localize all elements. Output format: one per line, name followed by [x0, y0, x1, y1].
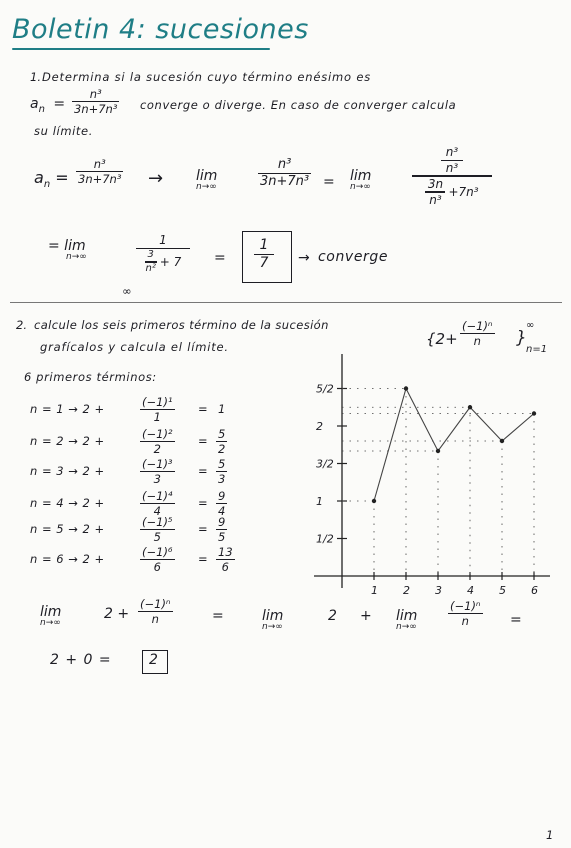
step2-fraction: 1 3 n² + 7 [136, 234, 190, 274]
term-eq: = [198, 522, 208, 536]
term-n: n = 5 → 2 + [30, 522, 105, 536]
term-eq: = [198, 434, 208, 448]
term-fraction: (−1)³ 3 [142, 457, 173, 487]
calc-arrow: → [148, 168, 164, 189]
term-result: 5 3 [218, 457, 226, 487]
limit-eq-2: = [510, 612, 522, 628]
page-title: Boletin 4: sucesiones [12, 14, 309, 45]
term-result: 9 4 [218, 489, 226, 519]
ex2-line2: grafícalos y calcula el límite. [40, 340, 229, 354]
limit-lim-2: lim n→∞ [262, 608, 284, 632]
set-sup: ∞ [526, 320, 535, 331]
calc-an-label: $a_n$ = [34, 168, 69, 191]
ex1-line2-rest: converge o diverge. En caso de converger calcula [140, 98, 457, 112]
term-fraction: (−1)⁴ 4 [142, 489, 173, 519]
term-n: n = 2 → 2 + [30, 434, 105, 448]
limit-lim-1: lim n→∞ [40, 604, 62, 628]
term-eq: = [198, 402, 208, 416]
limit-fraction-1: (−1)ⁿ n [140, 597, 171, 627]
calc-lim-1: lim n→∞ [196, 168, 218, 192]
set-close: } [516, 328, 527, 348]
ex1-line1: Determina si la sucesión cuyo término enésimo es [42, 70, 371, 84]
x-tick-label: 6 [531, 584, 538, 597]
term-result: 5 2 [218, 427, 226, 457]
y-tick-label: 3/2 [316, 457, 334, 471]
final-expr: 2 + 0 = [50, 652, 112, 668]
y-tick-label: 5/2 [316, 382, 334, 396]
data-point [372, 499, 376, 503]
final-result: 2 [149, 652, 158, 668]
converge-label: converge [318, 249, 389, 265]
limit-plus: + [360, 608, 372, 624]
limit-expr-a: 2 + [104, 606, 130, 622]
ex1-line3: su límite. [34, 124, 93, 138]
set-sub: n=1 [526, 344, 548, 355]
ex2-line1: calcule los seis primeros término de la sucesión [34, 318, 329, 332]
term-eq: = [198, 552, 208, 566]
calc-eq-1: = [323, 174, 335, 190]
terms-heading: 6 primeros términos: [24, 370, 157, 384]
calc-lim-2: lim n→∞ [350, 168, 372, 192]
term-eq: = [198, 496, 208, 510]
series-line [374, 389, 534, 502]
y-tick-label: 2 [316, 420, 323, 433]
calc-an-fraction: n³ 3n+7n³ [78, 157, 122, 187]
term-result: 9 5 [218, 515, 226, 545]
step2-eq-lim: = lim n→∞ [48, 238, 87, 262]
limit-lim-3: lim n→∞ [396, 608, 418, 632]
step2-eq: = [214, 250, 226, 266]
term-result: 1 [218, 402, 226, 416]
calc-compound-fraction: n³ n³ 3n n³ +7n³ [412, 146, 492, 206]
limit-two: 2 [328, 608, 337, 624]
result-fraction: 1 7 [254, 238, 274, 271]
set-fraction: (−1)ⁿ n [462, 319, 493, 349]
x-tick-label: 5 [499, 584, 506, 597]
y-tick-label: 1/2 [316, 532, 334, 546]
x-tick-label: 4 [467, 584, 474, 597]
x-tick-label: 3 [435, 584, 442, 597]
term-result: 13 6 [218, 545, 233, 575]
y-tick-label: 1 [316, 495, 323, 508]
data-point [500, 439, 504, 443]
step2-inf-note: ∞ [122, 284, 132, 298]
calc-lim-fraction: n³ 3n+7n³ [260, 157, 310, 189]
data-point [532, 411, 536, 415]
term-eq: = [198, 464, 208, 478]
limit-eq-1: = [212, 608, 224, 624]
term-fraction: (−1)⁵ 5 [142, 515, 173, 545]
limit-fraction-2: (−1)ⁿ n [450, 599, 481, 629]
data-point [436, 449, 440, 453]
data-point [404, 386, 408, 390]
data-point [468, 405, 472, 409]
term-n: n = 6 → 2 + [30, 552, 105, 566]
term-fraction: (−1)¹ 1 [142, 395, 173, 425]
converge-arrow: → [298, 250, 310, 266]
set-open: {2+ [426, 330, 458, 348]
ex2-number: 2. [16, 318, 27, 332]
ex1-number: 1. [30, 70, 41, 84]
term-n: n = 1 → 2 + [30, 402, 105, 416]
page-number: 1 [546, 828, 554, 842]
term-fraction: (−1)² 2 [142, 427, 173, 457]
term-fraction: (−1)⁶ 6 [142, 545, 173, 575]
x-tick-label: 2 [403, 584, 410, 597]
term-n: n = 3 → 2 + [30, 464, 105, 478]
ex1-an-label: $a_n$ = [30, 96, 66, 115]
term-n: n = 4 → 2 + [30, 496, 105, 510]
ex1-def-fraction: n³ 3n+7n³ [74, 87, 118, 117]
x-tick-label: 1 [371, 584, 378, 597]
